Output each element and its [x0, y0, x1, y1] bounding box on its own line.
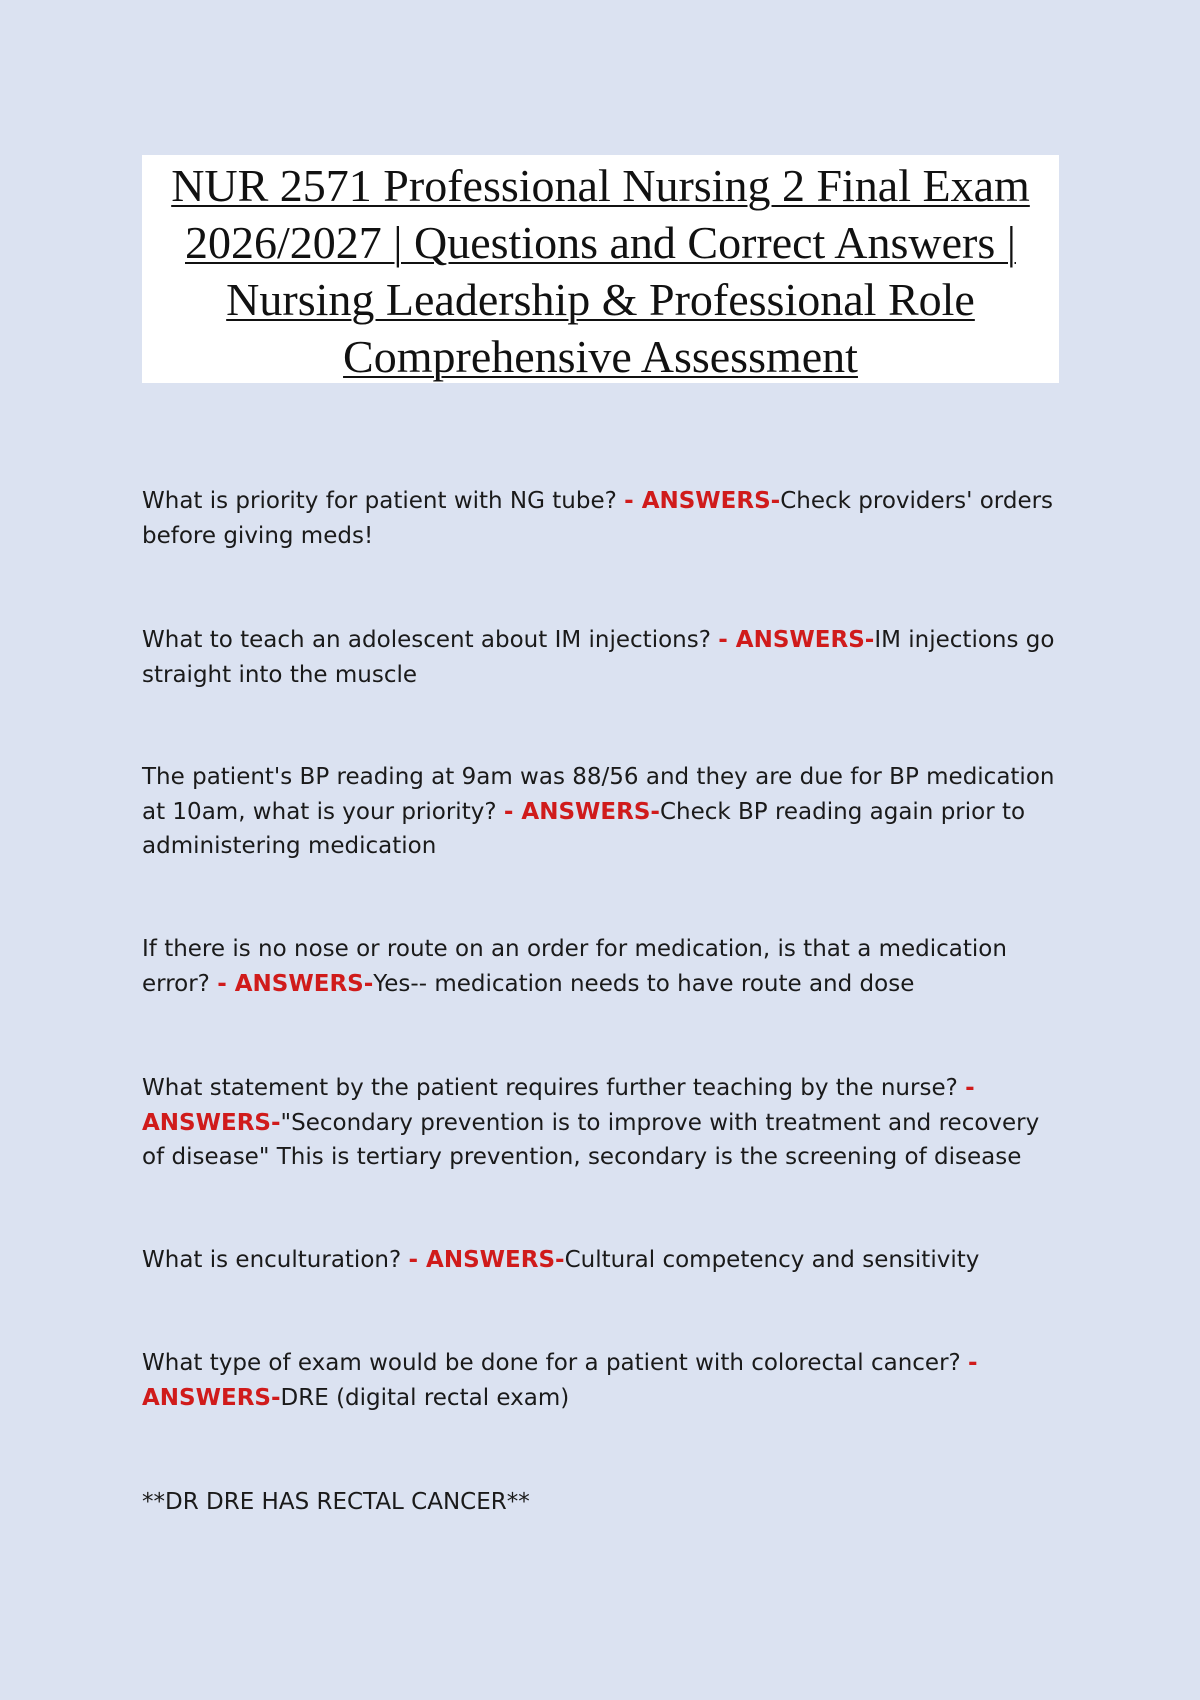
question-text: The patient's BP reading at 9am was 88/56 and they are due for BP medication at 10am, what is your priority? [142, 764, 1055, 825]
answer-marker: - ANSWERS- [142, 1075, 975, 1136]
qa-item [142, 484, 1062, 553]
question-text: What is priority for patient with NG tube? [142, 488, 625, 514]
question-text: What type of exam would be done for a patient with colorectal cancer? [142, 1350, 969, 1376]
answer-text: Check providers' orders before giving meds! [142, 488, 1054, 549]
question-text: What statement by the patient requires further teaching by the nurse? [142, 1075, 966, 1101]
answer-text: DRE (digital rectal exam) [280, 1384, 570, 1411]
answer-text: "Secondary prevention is to improve with treatment and recovery of disease" This is tertiary prevention, secondary is the screening of disease [142, 1109, 1040, 1170]
qa-item [142, 932, 1062, 1001]
answer-text: Check BP reading again prior to administering medication [142, 798, 1026, 859]
answer-marker: - ANSWERS- [217, 970, 374, 997]
answer-marker: - ANSWERS- [503, 798, 660, 825]
document-title: NUR 2571 Professional Nursing 2 Final Exam 2026/2027 | Questions and Correct Answers | Nursing Leadership & Professional Role Comprehensive Assessment [171, 160, 1030, 382]
qa-item [142, 760, 1062, 864]
answer-marker: - ANSWERS- [142, 1350, 978, 1411]
question-text: What is enculturation? [142, 1247, 409, 1273]
qa-item [142, 1071, 1062, 1175]
answer-text: IM injections go straight into the muscle [142, 627, 1055, 688]
answer-text: Cultural competency and sensitivity [564, 1247, 980, 1273]
question-text: If there is no nose or route on an order for medication, is that a medication error? [142, 936, 1007, 997]
mnemonic-note: **DR DRE HAS RECTAL CANCER** [142, 1489, 530, 1515]
qa-item [142, 1243, 1062, 1278]
question-text: What to teach an adolescent about IM injections? [142, 627, 719, 653]
answer-marker: - ANSWERS- [718, 627, 875, 653]
qa-item [142, 1346, 1062, 1415]
answer-marker: - ANSWERS- [408, 1247, 565, 1273]
title-box [142, 155, 1059, 383]
qa-item [142, 623, 1062, 692]
answer-text: Yes-- medication needs to have route and dose [373, 970, 915, 997]
answer-marker: - ANSWERS- [624, 488, 781, 514]
